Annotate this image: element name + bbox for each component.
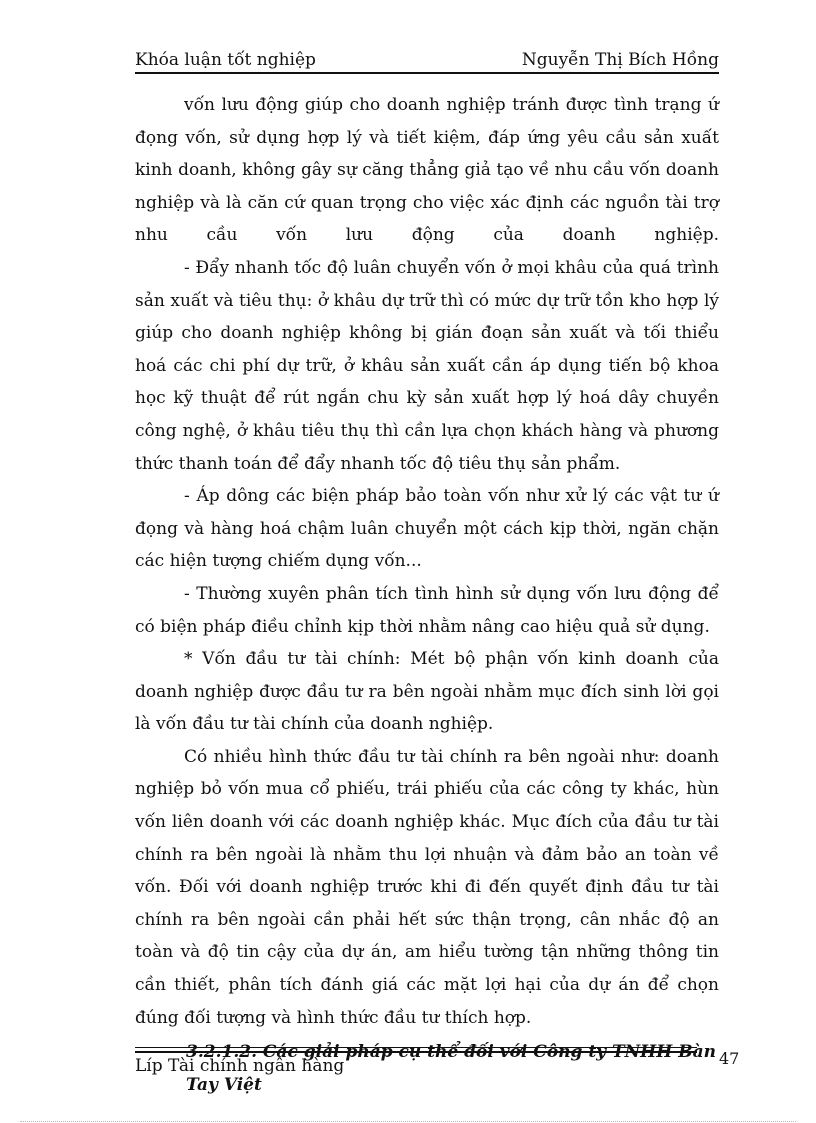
header-author-name: Nguyễn Thị Bích Hồng — [521, 50, 719, 70]
paragraph: Có nhiều hình thức đầu tư tài chính ra bên ngoài như: doanh nghiệp bỏ vốn mua cổ phiếu, trái phiếu của các công ty khác, hùn vốn liên doanh với các doanh nghiệp khác. Mục đích của đầu tư tài chính ra bên ngoài là nhằm thu lợi nhuận và đảm bảo an toàn về vốn. Đối với doanh nghiệp trước khi đi đến quyết định đầu tư tài chính ra bên ngoài cần phải hết sức thận trọng, cân nhắc độ an toàn và độ tin cậy của dự án, am hiểu tường tận những thông tin cần thiết, phân tích đánh giá các mặt lợi hại của dự án để chọn đúng đối tượng và hình thức đầu tư thích hợp. — [135, 746, 719, 1028]
paragraph: vốn lưu động giúp cho doanh nghiệp tránh được tình trạng ứ đọng vốn, sử dụng hợp lý và tiết kiệm, đáp ứng yêu cầu sản xuất kinh doanh, không gây sự căng thẳng giả tạo về nhu cầu vốn doanh nghiệp và là căn cứ quan trọng cho việc xác định các nguồn tài trợ nhu cầu vốn lưu động của doanh nghiệp. — [135, 95, 719, 246]
page-bottom-edge — [20, 1121, 796, 1122]
paragraph: - Đẩy nhanh tốc độ luân chuyển vốn ở mọi khâu của quá trình sản xuất và tiêu thụ: ở khâu dự trữ thì có mức dự trữ tồn kho hợp lý giúp cho doanh nghiệp không bị gián đoạn sản xuất và tối thiểu hoá các chi phí dự trữ, ở khâu sản xuất cần áp dụng tiến bộ khoa học kỹ thuật để rút ngắn chu kỳ sản xuất hợp lý hoá dây chuyền công nghệ, ở khâu tiêu thụ thì cần lựa chọn khách hàng và phương thức thanh toán để đẩy nhanh tốc độ tiêu thụ sản phẩm. — [135, 257, 719, 474]
page-number: 47 — [719, 1049, 740, 1068]
header-thesis-label: Khóa luận tốt nghiệp — [135, 50, 316, 70]
footer-class-label: Líp Tài chính ngân hàng — [135, 1056, 345, 1076]
paragraph: * Vốn đầu tư tài chính: Mét bộ phận vốn kinh doanh của doanh nghiệp được đầu tư ra bên ngoài nhằm mục đích sinh lời gọi là vốn đầu tư tài chính của doanh nghiệp. — [135, 649, 719, 735]
footer-divider-thick — [135, 1051, 697, 1053]
paragraph: - Áp dông các biện pháp bảo toàn vốn như xử lý các vật tư ứ đọng và hàng hoá chậm luân chuyển một cách kịp thời, ngăn chặn các hiện tượng chiếm dụng vốn... — [135, 486, 719, 572]
body-text — [135, 89, 719, 1101]
section-subheading: 3.2.1.2. Các giải pháp cụ thể đối với Công ty TNHH Bàn Tay Việt — [186, 1042, 716, 1095]
paragraph: - Thường xuyên phân tích tình hình sử dụng vốn lưu động để có biện pháp điều chỉnh kịp thời nhằm nâng cao hiệu quả sử dụng. — [135, 583, 719, 637]
footer-divider — [135, 1047, 697, 1048]
page-header — [135, 50, 719, 74]
